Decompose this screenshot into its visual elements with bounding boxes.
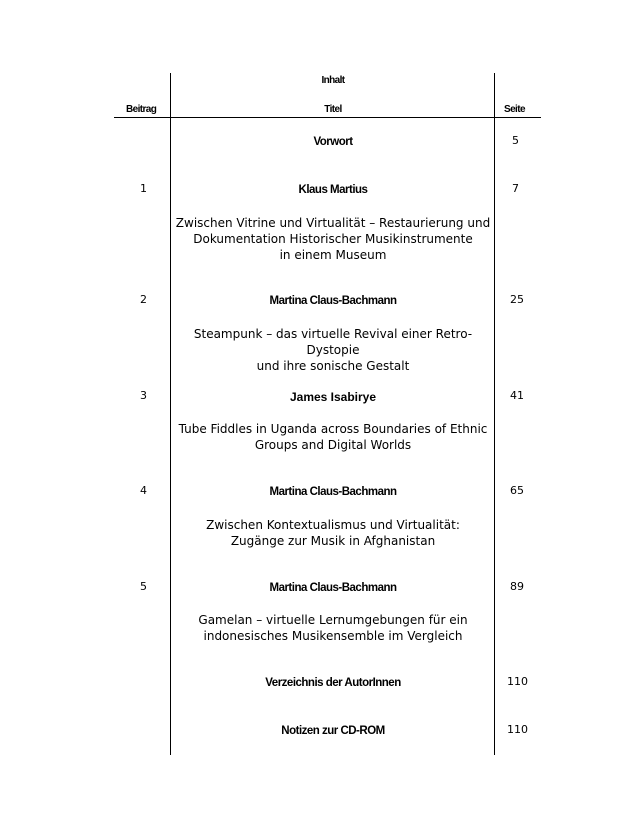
header-rule xyxy=(114,117,541,118)
column-header-title: Titel xyxy=(324,104,342,115)
preface-page: 5 xyxy=(512,134,519,147)
entry-page: 65 xyxy=(510,484,524,497)
left-column-rule xyxy=(170,73,171,755)
entry-number: 5 xyxy=(140,580,147,593)
entry-author: Klaus Martius xyxy=(298,184,368,196)
entry-title-line: Zwischen Vitrine und Virtualität – Restaurierung und xyxy=(175,216,491,230)
entry-title-line: Gamelan – virtuelle Lernumgebungen für ein xyxy=(198,613,468,627)
entry-author: James Isabirye xyxy=(289,390,377,404)
entry-title-line: Zugänge zur Musik in Afghanistan xyxy=(230,534,436,548)
entry-author: Martina Claus-Bachmann xyxy=(269,295,397,307)
entry-title-line: Zwischen Kontextualismus und Virtualität: xyxy=(206,518,460,532)
entry-number: 1 xyxy=(140,182,147,195)
cd-notes-page: 110 xyxy=(507,723,528,736)
entry-title xyxy=(172,517,494,549)
entry-title-line: Tube Fiddles in Uganda across Boundaries of Ethnic xyxy=(178,422,488,436)
toc-heading: Inhalt xyxy=(321,75,345,86)
entry-number: 4 xyxy=(140,484,147,497)
entry-page: 7 xyxy=(512,182,519,195)
entry-title xyxy=(172,326,494,374)
entry-title-line: und ihre sonische Gestalt xyxy=(256,359,410,373)
entry-title xyxy=(172,421,494,453)
authors-index-label: Verzeichnis der AutorInnen xyxy=(265,677,401,689)
entry-title-line: Dokumentation Historischer Musikinstrumente xyxy=(193,232,473,246)
entry-number: 2 xyxy=(140,293,147,306)
entry-title-line: Steampunk – das virtuelle Revival einer Retro-Dystopie xyxy=(193,327,473,357)
right-column-rule xyxy=(494,73,495,755)
entry-author: Martina Claus-Bachmann xyxy=(269,582,397,594)
cd-notes-label: Notizen zur CD-ROM xyxy=(281,725,385,737)
entry-page: 41 xyxy=(510,389,524,402)
entry-title-line: Groups and Digital Worlds xyxy=(254,438,412,452)
entry-title xyxy=(172,215,494,263)
preface-label: Vorwort xyxy=(313,136,353,148)
entry-number: 3 xyxy=(140,389,147,402)
column-header-entry: Beitrag xyxy=(126,104,157,115)
entry-title-line: indonesisches Musikensemble im Vergleich xyxy=(203,629,463,643)
entry-title-line: in einem Museum xyxy=(279,248,387,262)
column-header-page: Seite xyxy=(504,104,525,115)
entry-page: 89 xyxy=(510,580,524,593)
authors-index-page: 110 xyxy=(507,675,528,688)
entry-page: 25 xyxy=(510,293,524,306)
entry-author: Martina Claus-Bachmann xyxy=(269,486,397,498)
entry-title xyxy=(172,612,494,644)
